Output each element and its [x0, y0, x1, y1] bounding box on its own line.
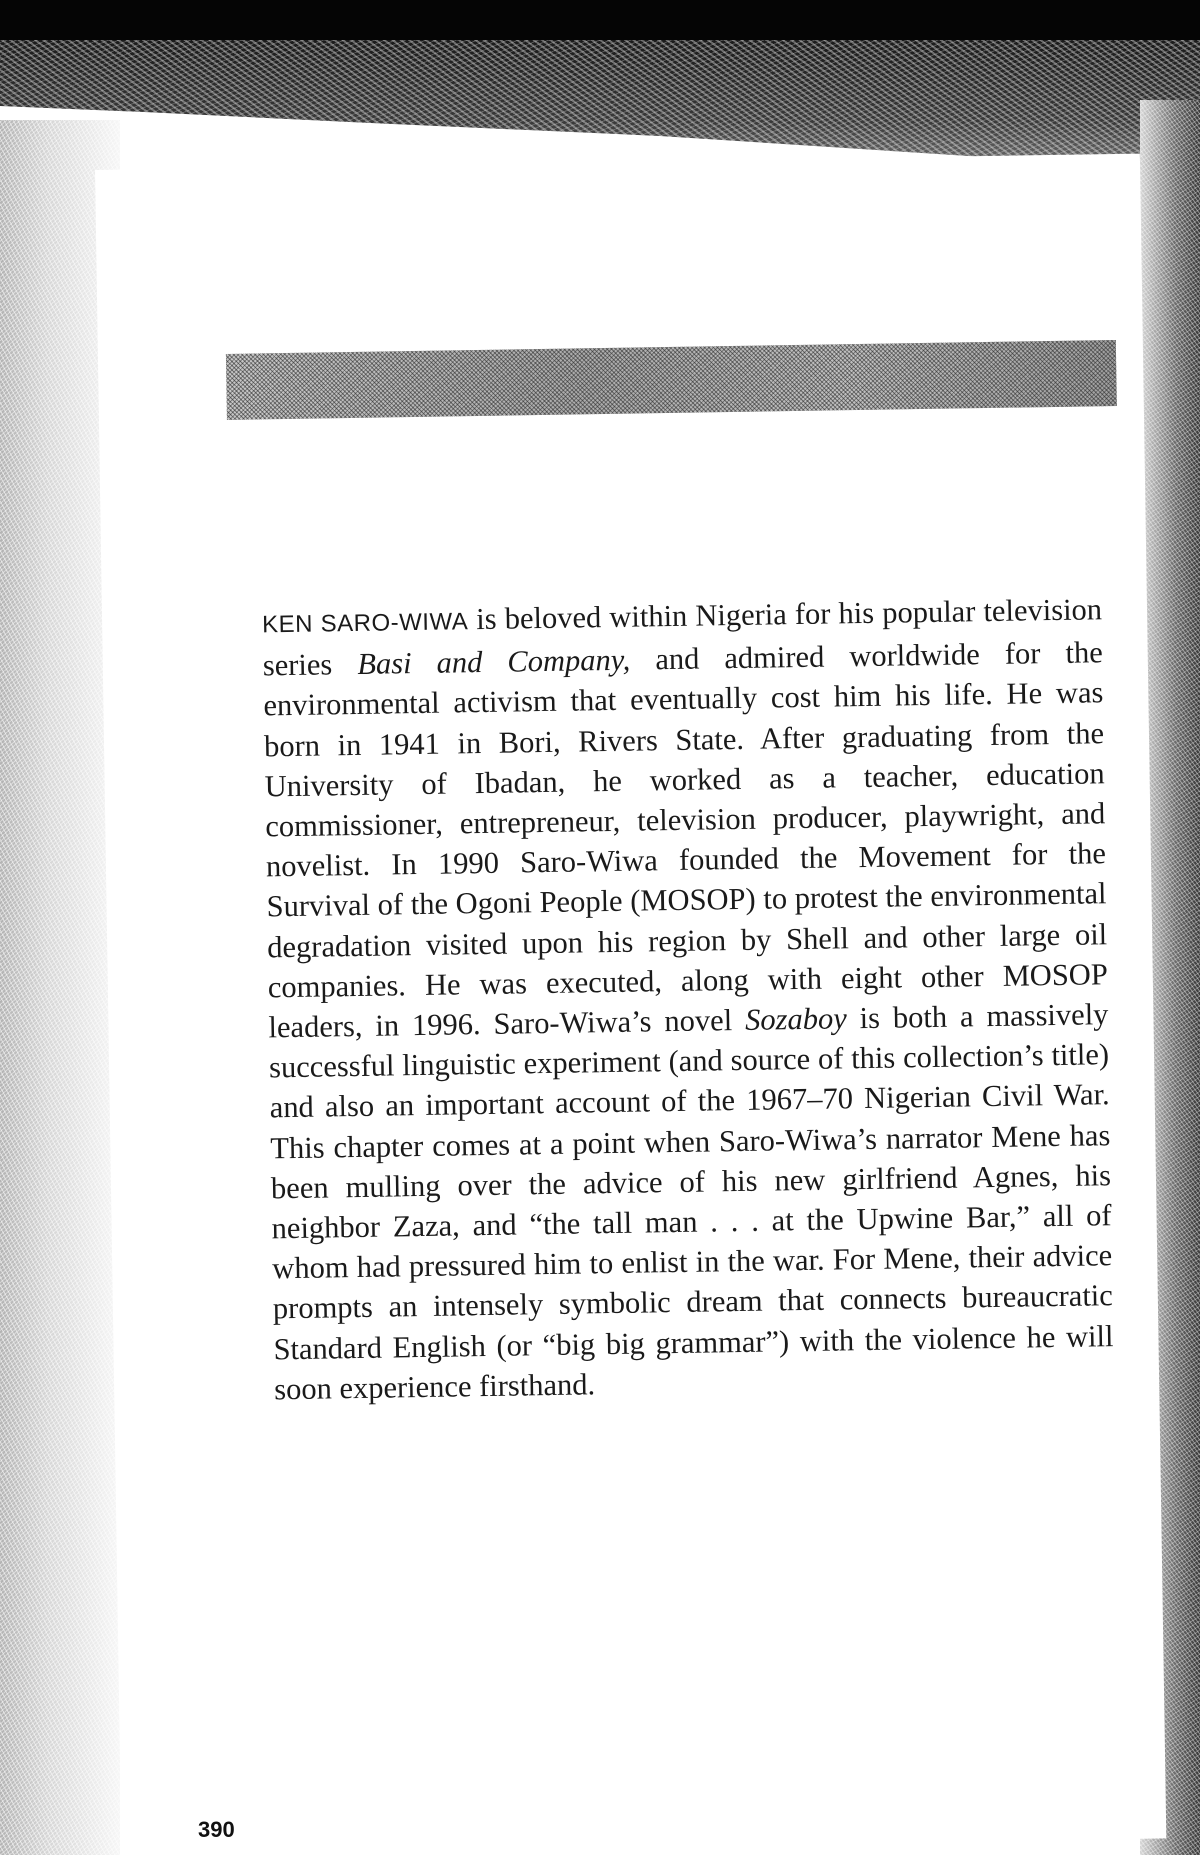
work-title-sozaboy: Sozaboy: [744, 1001, 847, 1037]
chapter-title-halftone: [226, 340, 1117, 420]
author-name-caps: KEN SARO-WIWA: [261, 608, 469, 639]
intro-text-1: is beloved within Nigeria for his popular television series: [262, 592, 1103, 683]
intro-text-3: is both a massively successful linguistic experiment (and source of this collection’s title) and also an important account of the 1967–70 Nigerian Civil War. This chapter comes at a point when Saro-Wiwa’s narrator Mene has been mulling over the advice of his new girlfriend Agnes, his neighbor Zaza, and “the tall man . . . at the Upwine Bar,” all of whom had pressured him to enlist in the war. For Mene, their advice prompts an intensely symbolic dream that connects bureaucratic Standard English (or “big big grammar”) with the violence he will soon experience firsthand.: [268, 997, 1114, 1407]
book-page: [95, 154, 1166, 1855]
intro-text-2: and admired worldwide for the environmental activism that eventually cost him his life. He was born in 1941 in Bori, Rivers State. After graduating from the University of Ibadan, he worked as a teacher, education commissioner, entrepreneur, television producer, playwright, and novelist. In 1990 Saro-Wiwa founded the Movement for the Survival of the Ogoni People (MOSOP) to protest the environmental degradation visited upon his region by Shell and other large oil companies. He was executed, along with eight other MOSOP leaders, in 1996. Saro-Wiwa’s novel: [263, 635, 1109, 1045]
author-introduction: [262, 589, 1115, 1409]
work-title-basi: Basi and Company,: [357, 642, 631, 682]
page-number: 390: [198, 1817, 235, 1842]
